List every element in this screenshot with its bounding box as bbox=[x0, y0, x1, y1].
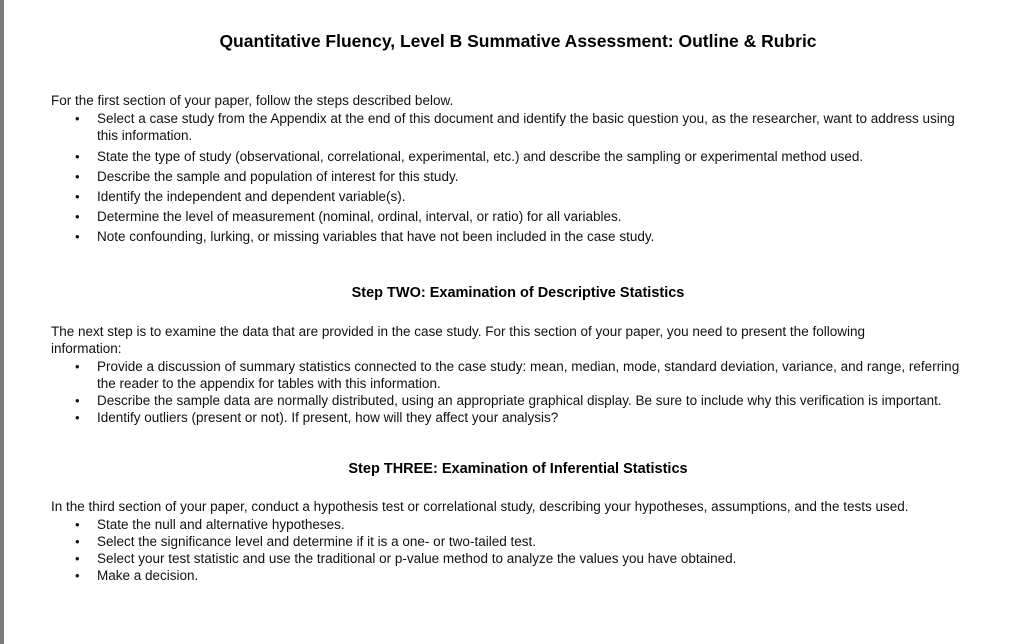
list-item: • Determine the level of measurement (nominal, ordinal, interval, or ratio) for all variables. bbox=[75, 209, 622, 224]
window-left-edge bbox=[0, 0, 4, 644]
section3-bullet-list bbox=[51, 516, 981, 584]
list-item: • Note confounding, lurking, or missing variables that have not been included in the case study. bbox=[75, 229, 655, 244]
bullet-icon: • bbox=[75, 149, 80, 164]
list-item: • Provide a discussion of summary statistics connected to the case study: mean, median, mode, standard deviation, variance, and range, referring the reader to the appendix for tables with this information. bbox=[75, 359, 960, 391]
document-title: Quantitative Fluency, Level B Summative Assessment: Outline & Rubric bbox=[219, 31, 817, 51]
bullet-icon: • bbox=[75, 410, 80, 425]
list-item: • Select the significance level and determine if it is a one- or two-tailed test. bbox=[75, 534, 536, 549]
bullet-icon: • bbox=[75, 551, 80, 566]
bullet-icon: • bbox=[75, 568, 80, 583]
bullet-icon: • bbox=[75, 517, 80, 532]
bullet-icon: • bbox=[75, 229, 80, 244]
section2-heading: Step TWO: Examination of Descriptive Statistics bbox=[351, 285, 685, 301]
section3-heading: Step THREE: Examination of Inferential Statistics bbox=[348, 461, 688, 477]
bullet-icon: • bbox=[75, 209, 80, 224]
section3-intro: In the third section of your paper, conduct a hypothesis test or correlational study, describing your hypotheses, assumptions, and the tests used. bbox=[51, 499, 909, 514]
bullet-icon: • bbox=[75, 393, 80, 408]
list-item: • State the type of study (observational, correlational, experimental, etc.) and describe the sampling or experimental method used. bbox=[75, 149, 864, 164]
list-item: • Describe the sample data are normally distributed, using an appropriate graphical display. Be sure to include why this verification is important. bbox=[75, 393, 942, 408]
list-item: • Identify outliers (present or not). If present, how will they affect your analysis? bbox=[75, 410, 559, 425]
section1-bullet-list bbox=[51, 110, 981, 245]
section2-bullet-list bbox=[51, 358, 981, 426]
bullet-icon: • bbox=[75, 189, 80, 204]
bullet-icon: • bbox=[75, 111, 80, 126]
list-item: • Select your test statistic and use the traditional or p-value method to analyze the values you have obtained. bbox=[75, 551, 737, 566]
list-item: • Make a decision. bbox=[75, 568, 199, 583]
list-item: • Select a case study from the Appendix at the end of this document and identify the basic question you, as the researcher, want to address using this information. bbox=[75, 111, 955, 143]
bullet-icon: • bbox=[75, 534, 80, 549]
section2-intro: The next step is to examine the data that are provided in the case study. For this section of your paper, you need to present the following information: bbox=[51, 324, 865, 356]
bullet-icon: • bbox=[75, 169, 80, 184]
section1-intro: For the first section of your paper, follow the steps described below. bbox=[51, 93, 454, 108]
bullet-icon: • bbox=[75, 359, 80, 374]
list-item: • Identify the independent and dependent variable(s). bbox=[75, 189, 406, 204]
list-item: • State the null and alternative hypotheses. bbox=[75, 517, 345, 532]
list-item: • Describe the sample and population of interest for this study. bbox=[75, 169, 459, 184]
